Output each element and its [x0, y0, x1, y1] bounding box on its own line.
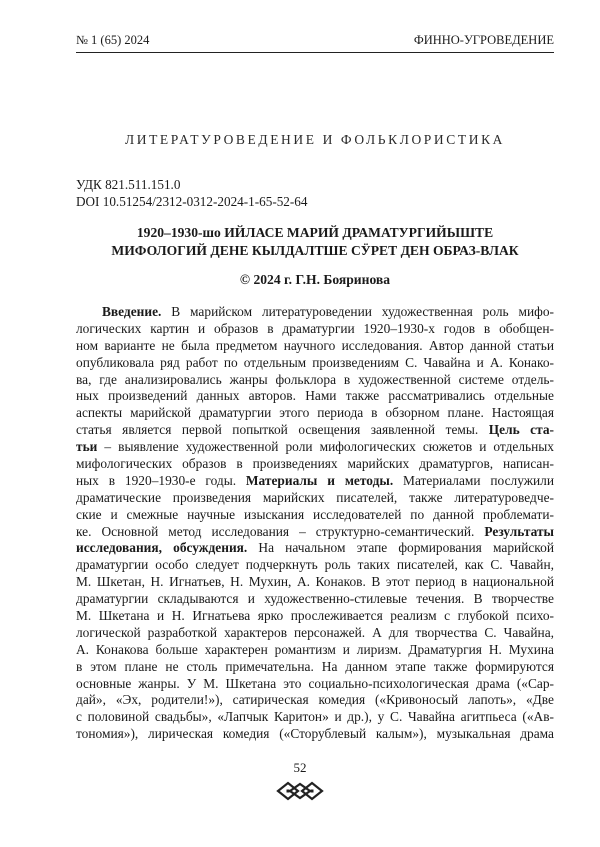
body-line: [76, 726, 554, 743]
body-text-segment: с половиной свадьбы», «Лапчык Каритон» и др.), у С. Чавайна агитпьеса («Ав-: [76, 709, 554, 724]
body-line: [76, 676, 554, 693]
body-line: [76, 709, 554, 726]
body-text-segment: драматургии складываются и художественно-стилевые течения. В творчестве: [76, 591, 554, 606]
body-line: [76, 625, 554, 642]
body-text-segment: основные жанры. У М. Шкетана это социально-психологическая драма («Сар-: [76, 676, 554, 691]
article-identifiers: [76, 176, 307, 210]
article-title: [76, 224, 554, 260]
body-line: [76, 608, 554, 625]
body-line: [76, 456, 554, 473]
ornament-icon: [274, 779, 326, 803]
body-text-segment: дай», «Эх, родители!»), сатирическая комедия («Кривоносый лапоть», «Две: [76, 692, 554, 707]
running-header: [76, 30, 554, 53]
journal-name: ФИННО-УГРОВЕДЕНИЕ: [414, 33, 554, 48]
body-text-segment: В марийском литературоведении художественная роль мифо-: [161, 304, 554, 319]
body-text-segment: статья является первой попыткой освещения заявленной темы.: [76, 422, 489, 437]
section-title: ЛИТЕРАТУРОВЕДЕНИЕ И ФОЛЬКЛОРИСТИКА: [76, 132, 554, 148]
body-line: [76, 405, 554, 422]
udk-code: УДК 821.511.151.0: [76, 176, 307, 193]
body-text-segment: М. Шкетан, Н. Игнатьев, Н. Мухин, А. Конаков. В этот период в национальной: [76, 574, 554, 589]
body-text-segment: А. Конакова больше характерен романтизм и лиризм. Драматургия Н. Мухина: [76, 642, 554, 657]
body-text-segment: Материалами послужили: [393, 473, 554, 488]
body-line: [76, 540, 554, 557]
body-line: [76, 372, 554, 389]
body-text-segment: драматические произведения марийских писателей, также литературоведче-: [76, 490, 554, 505]
body-line: [76, 439, 554, 456]
body-line: [76, 355, 554, 372]
body-text-segment: в этом плане не столь примечательна. На данном этапе также формируются: [76, 659, 554, 674]
body-text-segment: логических картин и образов в драматургии 1920–1930-х годов в обобщен-: [76, 321, 554, 336]
body-line: [76, 659, 554, 676]
body-text-segment: М. Шкетана и Н. Игнатьева ярко прослеживается реализм с глубокой психо-: [76, 608, 554, 623]
body-text-segment: ские и смежные научные изыскания исследователей по данной проблемати-: [76, 507, 554, 522]
bold-heading: тьи: [76, 439, 97, 454]
issue-number: № 1 (65) 2024: [76, 33, 149, 48]
body-text-segment: ке. Основной метод исследования – структурно-семантический.: [76, 524, 484, 539]
body-line: [76, 473, 554, 490]
title-line: 1920–1930-шо ИЙЛАСЕ МАРИЙ ДРАМАТУРГИЙЫШТЕ: [76, 224, 554, 242]
body-line: [76, 304, 554, 321]
bold-heading: Цель ста-: [489, 422, 554, 437]
abstract-body: [76, 304, 554, 743]
body-text-segment: ва, где анализировались жанры фольклора в художественной системе отдель-: [76, 372, 554, 387]
body-line: [76, 422, 554, 439]
body-text-segment: опубликовала ряд работ по отдельным произведениям С. Чавайна и А. Конако-: [76, 355, 554, 370]
body-line: [76, 692, 554, 709]
body-text-segment: ных произведений данных авторов. Нами также рассматривались отдельные: [76, 388, 554, 403]
body-text-segment: – выявление художественной роли мифологических сюжетов и отдельных: [97, 439, 554, 454]
body-line: [76, 490, 554, 507]
body-line: [76, 574, 554, 591]
title-line: МИФОЛОГИЙ ДЕНЕ КЫЛДАЛТШЕ СӰРЕТ ДЕН ОБРАЗ-ВЛАК: [76, 242, 554, 260]
body-text-segment: ном варианте не была предметом научного исследования. Автор данной статьи: [76, 338, 554, 353]
body-text-segment: драматургии особо следует подчеркнуть роль таких писателей, как С. Чавайн,: [76, 557, 554, 572]
bold-heading: Материалы и методы.: [246, 473, 393, 488]
body-text-segment: тономия»), лирическая комедия («Сторублевый калым»), музыкальная драма: [76, 726, 554, 741]
body-text-segment: мифологических образов в произведениях марийских драматургов, написан-: [76, 456, 554, 471]
bold-heading: исследования, обсуждения.: [76, 540, 247, 555]
author-line: © 2024 г. Г.Н. Бояринова: [76, 272, 554, 288]
body-text-segment: аспекты марийской драматургии этого периода в обзорном плане. Настоящая: [76, 405, 554, 420]
body-text-segment: На начальном этапе формирования марийской: [247, 540, 554, 555]
body-line: [76, 321, 554, 338]
body-text-segment: логической разработкой характеров персонажей. А для творчества С. Чавайна,: [76, 625, 554, 640]
bold-heading: Введение.: [102, 304, 161, 319]
body-line: [76, 388, 554, 405]
bold-heading: Результаты: [484, 524, 554, 539]
body-line: [76, 524, 554, 541]
body-line: [76, 338, 554, 355]
page-number: 52: [0, 760, 600, 776]
body-line: [76, 591, 554, 608]
doi: DOI 10.51254/2312-0312-2024-1-65-52-64: [76, 193, 307, 210]
body-text-segment: ных в 1920–1930-е годы.: [76, 473, 246, 488]
body-line: [76, 507, 554, 524]
body-line: [76, 642, 554, 659]
body-line: [76, 557, 554, 574]
